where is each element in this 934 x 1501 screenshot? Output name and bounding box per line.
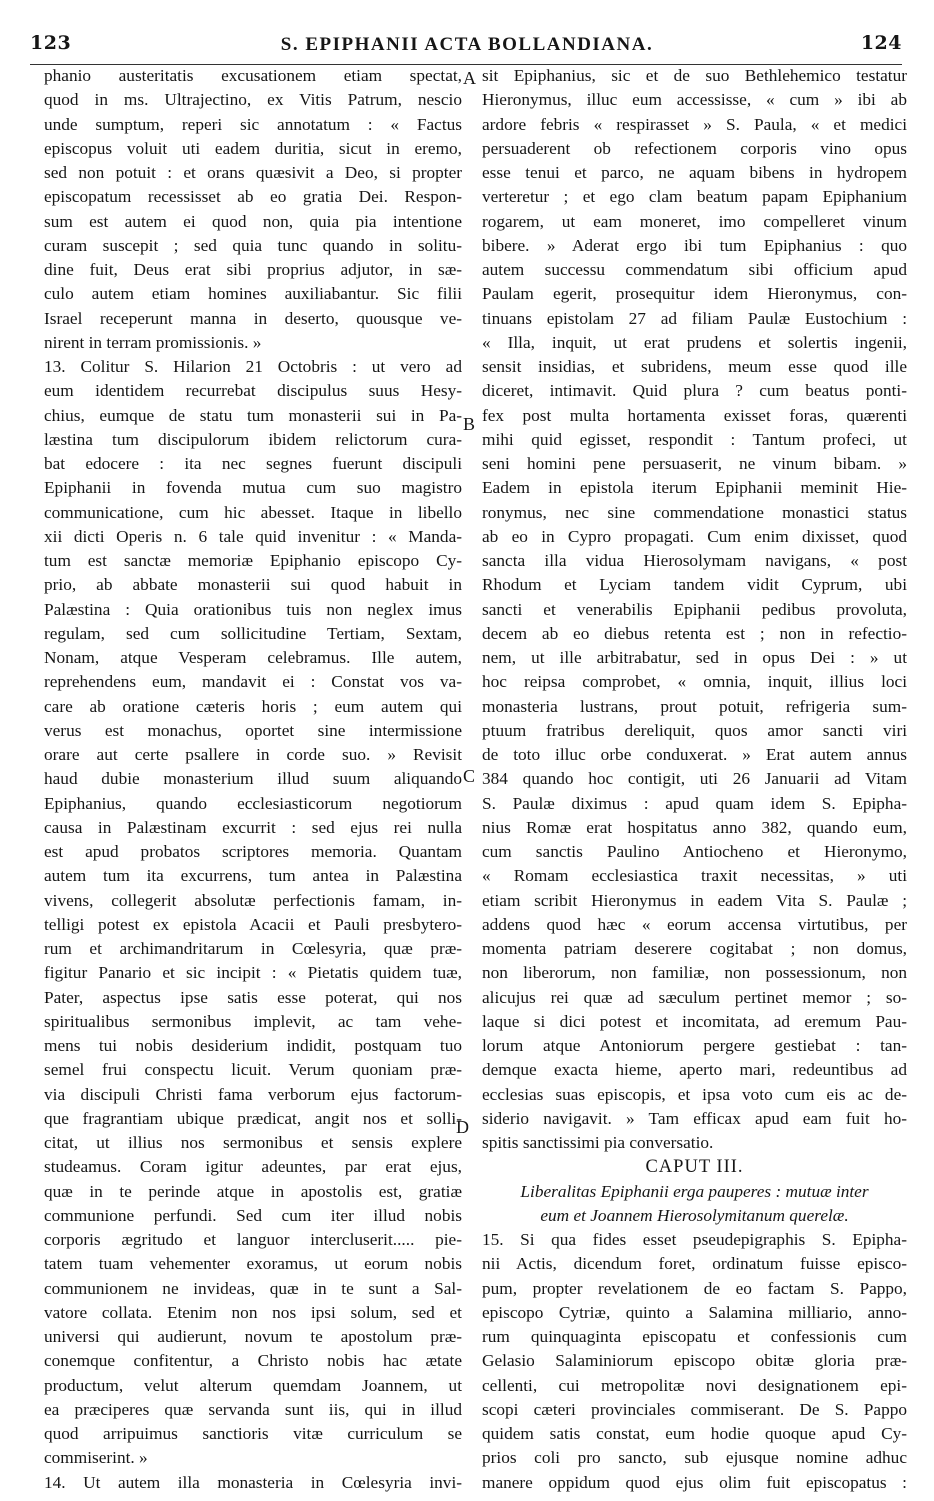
text-line: Epiphanii in fovenda mutua cum suo magistro [44,478,462,498]
text-line: tatem tuam vehementer exoramus, ut eorum nobis [44,1254,462,1274]
text-line: reprehendens eum, mandavit ei : Constat vos va- [44,672,462,692]
text-line: persuaderent ob refectionem corporis vino opus [482,138,907,158]
text-line: lorum atque Antoniorum pergere gestiebat : tan- [482,1036,907,1055]
text-line: corporis ægritudo et languor intercluserit..... pie- [44,1230,462,1249]
text-line: communicatione, cum hic abesset. Itaque in libello [44,502,462,522]
text-line: alicujus rei quæ ad sæculum pertinet memor ; so- [482,987,907,1007]
text-line: chius, eumque de statu tum monasterii sui in Pa- [44,405,462,425]
text-line: demque exacta hieme, aperto mari, redeuntibus ad [482,1060,907,1080]
text-line: læstina tum discipulorum ibidem relictorum cura- [44,429,462,449]
text-line: rum et archimandritarum in Cœlesyria, quæ præ- [44,939,462,958]
text-line: nem, ut ille arbitrabatur, sed in opus Dei : » ut [482,648,907,667]
text-line: non liberorum, non familiæ, non possessionum, non [482,963,907,983]
text-line: prios coli pro sancto, sub ejusque nomine adhuc [482,1448,907,1468]
text-line: decem ab eo diebus retenta est ; non in refectio- [482,623,907,643]
text-line: monasteria lustrans, prout potuit, refrigeria sum- [482,696,907,716]
text-line: nius Romæ erat hospitatus anno 382, quando eum, [482,817,907,837]
text-line: nii Actis, dicendum foret, ordinatum fuisse episco- [482,1254,907,1274]
text-line: addens quod hæc « eorum accensa virtutibus, per [482,914,907,934]
chapter-heading: CAPUT III. [645,1157,744,1178]
text-line: xii dicti Operis n. 6 tale quid invenitur : « Manda- [44,526,462,546]
text-line: quæ in te perinde atque in apostolis est, gratiæ [44,1181,462,1201]
text-line: manere oppidum quod ejus olim fuit episcopatus : [482,1472,907,1492]
text-line: figitur Panario et sic incipit : « Pietatis quidem tuæ, [44,963,462,983]
right-text-column [482,64,907,1495]
text-line: telligi potest ex epistola Acacii et Pauli presbytero- [44,914,462,934]
margin-marker-a: A [463,68,476,88]
text-line: que fragrantiam ubique prædicat, angit nos et solli- [44,1108,462,1128]
text-line: « Illa, inquit, ut erat prudens et solertis ingenii, [482,332,907,352]
text-line: Pater, aspectus ipse satis esse poterat, qui nos [44,987,462,1007]
text-line: seni homini pene persuaserit, ne vinum bibam. » [482,454,907,473]
text-line: Nonam, atque Vesperam celebramus. Ille autem, [44,648,462,667]
text-line: via discipuli Christi fama verborum ejus factorum- [44,1084,462,1104]
text-line: tum est sanctæ memoriæ Epiphanio episcopo Cy- [44,551,462,570]
text-line: cum sanctis Paulino Antiocheno et Hieronymo, [482,842,907,861]
text-line: communionem ne invideas, quæ in te sunt a Sal- [44,1278,462,1298]
text-line: diceret, intimavit. Quid plura ? cum beatus ponti- [482,381,907,401]
text-line: sensit insidias, et subridens, meum esse quod ille [482,357,907,376]
margin-marker-c: C [463,766,476,786]
text-line: verus est monachus, oportet sine intermissione [44,720,462,740]
text-line: citat, ut illius nos sermonibus et sensis explere [44,1133,462,1152]
text-line: verteretur ; et ego clam beatum papam Epiphanium [482,187,907,207]
text-line: autem tum ita excurrens, tum antea in Palæstina [44,866,462,886]
text-line: spitis sanctissimi pia conversatio. [482,1133,714,1152]
text-line: tinuans epistolam 27 ad filiam Paulæ Eustochium : [482,308,907,328]
text-line: autem successu commendatum sibi officium apud [482,260,907,279]
chapter-summary-line-1: Liberalitas Epiphanii erga pauperes : mutuæ inter [520,1181,869,1201]
text-line: ab eo in Cypro propagati. Cum enim dixisset, quod [482,526,907,546]
text-line: Gelasio Salaminiorum episcopo obitæ gloria præ- [482,1351,907,1371]
text-line: conemque confitentur, a Christo nobis hac ætate [44,1351,462,1371]
text-line: S. Paulæ diximus : apud quam idem S. Epipha- [482,793,907,813]
right-column-text-after-chapter [482,1228,907,1495]
text-line: ea præciperes quæ servanda sunt iis, qui in illud [44,1399,462,1419]
text-line: episcopatum recessisset ab eo gratia Dei. Respon- [44,187,462,207]
text-line: eum identidem recurrebat discipulus suus Hesy- [44,381,462,401]
text-line: Epiphanius, quando ecclesiasticorum negotiorum [44,793,462,813]
text-line: quidem satis constat, eum hodie quoque apud Cy- [482,1424,907,1443]
text-line: semel frui conspectu licuit. Verum quoniam præ- [44,1060,462,1080]
text-line: etiam scribit Hieronymus in eadem Vita S. Paulæ ; [482,890,907,910]
text-line: dine fuit, Deus erat sibi proprius adjutor, in sæ- [44,260,462,279]
text-line: siderio navigavit. » Tam efficax apud eam fuit ho- [482,1108,907,1128]
text-line: sum est autem ei quod non, quia pia intentione [44,211,462,231]
text-line: pum, propter revelationem de eo factam S. Pappo, [482,1278,907,1298]
margin-marker-d: D [456,1117,469,1137]
text-line: ptuum fratribus dereliquit, quos amor sancti viri [482,720,907,740]
text-line: laque si dici potest et incomitata, ad eremum Pau- [482,1011,907,1031]
left-page-number: 123 [30,32,72,54]
text-line: haud dubie monasterium illud suum aliquando [44,769,462,789]
text-line: orare aut certe psallere in corde suo. » Revisit [44,745,462,764]
text-line: vatore collata. Etenim non nos ipsi solum, sed et [44,1302,462,1322]
text-line: fex post multa hortamenta exisset foras, quærenti [482,405,907,425]
text-line: curam suscepit ; sed quia tunc quando in solitu- [44,235,462,255]
running-title: S. EPIPHANII ACTA BOLLANDIANA. [280,34,654,55]
text-line: quod arripuimus sanctioris vitæ curriculum se [44,1424,462,1443]
text-line: mens tui nobis desiderium indidit, postquam tuo [44,1036,462,1055]
text-line: care ab oratione cæteris horis ; eum autem qui [44,696,462,716]
text-line: 15. Si qua fides esset pseudepigraphis S. Epipha- [482,1230,907,1249]
text-line: ecclesias suas episcopis, et ipsa voto cum eis ac de- [482,1084,907,1104]
text-line: spiritualibus sermonibus implevit, ac tam vehe- [44,1011,462,1031]
text-line: regulam, sed cum sollicitudine Tertiam, Sextam, [44,623,462,643]
left-text-column [44,64,462,1495]
text-line: vivens, collegerit absolutæ perfectionis famam, in- [44,890,462,910]
text-line: momenta patriam deserere cogitabat ; non domus, [482,939,907,958]
text-line: sancti et venerabilis Epiphanii pedibus provoluta, [482,599,907,619]
text-line: 14. Ut autem illa monasteria in Cœlesyria invi- [44,1472,462,1492]
text-line: est apud probatos scriptores memoria. Quantam [44,842,462,861]
text-line: universi qui audierunt, novum te apostolum præ- [44,1327,462,1346]
text-line: esse tenui et parco, ne aquam bibens in hydropem [482,163,907,182]
text-line: Hieronymus, illuc eum accessisse, « cum » ibi ab [482,90,907,110]
text-line: sit Epiphanius, sic et de suo Bethlehemico testatur [482,66,907,85]
text-line: communione perfundi. Sed cum iter illud nobis [44,1205,462,1225]
text-line: quod in ms. Ultrajectino, ex Vitis Patrum, nescio [44,90,462,110]
text-line: 13. Colitur S. Hilarion 21 Octobris : ut vero ad [44,357,462,376]
text-line: culo autem etiam homines auxiliabantur. Sic filii [44,284,462,304]
text-line: « Romam ecclesiastica traxit necessitas, » uti [482,866,907,886]
text-line: studeamus. Coram igitur adeuntes, par erat ejus, [44,1157,462,1177]
text-line: bat edocere : ita nec segnes fuerunt discipuli [44,454,462,473]
text-line: productum, velut alterum quemdam Joannem, ut [44,1375,462,1395]
text-line: causa in Palæstinam excurrit : sed ejus rei nulla [44,817,462,837]
text-line: ronymus, nec sine commendatione monastici status [482,502,907,522]
text-line: unde sumptum, reperi sic annotatum : « Factus [44,114,462,134]
chapter-summary-line-2: eum et Joannem Hierosolymitanum querelæ. [540,1205,849,1225]
text-line: de toto illuc orbe conduxerat. » Erat autem annus [482,745,907,764]
text-line: Rhodum et Lyciam tandem vidit Cyprum, ubi [482,575,907,595]
right-page-number: 124 [860,32,902,54]
text-line: 384 quando hoc contigit, uti 26 Januarii ad Vitam [482,769,907,789]
text-line: cellenti, cui metropolitæ novi designationem epi- [482,1375,907,1395]
text-line: prio, ab abbate monasterii sui quod habuit in [44,575,462,595]
text-line: rum quinquaginta episcopatu et confessionis cum [482,1327,907,1346]
text-line: scopi cæteri provinciales commiserant. De S. Pappo [482,1399,907,1419]
text-line: rogarem, ut eam moneret, imo compelleret vinum [482,211,907,231]
text-line: ardore febris « respirasset » S. Paula, « et medici [482,114,907,134]
text-line: Palæstina : Quia orationibus tuis non neglex imus [44,599,462,619]
text-line: episcopus voluit uti eadem duritia, sicut in eremo, [44,138,462,158]
text-line: commiserint. » [44,1448,148,1468]
page-header [0,0,934,66]
text-line: Israel receperunt manna in deserto, quousque ve- [44,308,462,328]
text-line: nirent in terram promissionis. » [44,332,262,352]
text-line: sancta illa vidua Hierosolymam navigans, « post [482,551,907,570]
text-line: hoc reipsa comprobet, « omnia, inquit, illius loci [482,672,907,692]
text-line: phanio austeritatis excusationem etiam spectat, [44,66,462,85]
margin-marker-b: B [463,414,476,434]
right-column-text-before-chapter [482,64,907,1155]
text-line: mihi quid egisset, respondit : Tantum profeci, ut [482,429,907,449]
text-line: episcopo Cytriæ, quinto a Salamina milliario, anno- [482,1302,907,1322]
text-line: bibere. » Aderat ergo ibi tum Epiphanius : quo [482,235,907,255]
text-line: sed non potuit : et orans quæsivit a Deo, si propter [44,163,462,182]
text-line: Paulam egerit, prosequitur idem Hieronymus, con- [482,284,907,304]
text-line: Eadem in epistola iterum Epiphanii meminit Hie- [482,478,907,498]
